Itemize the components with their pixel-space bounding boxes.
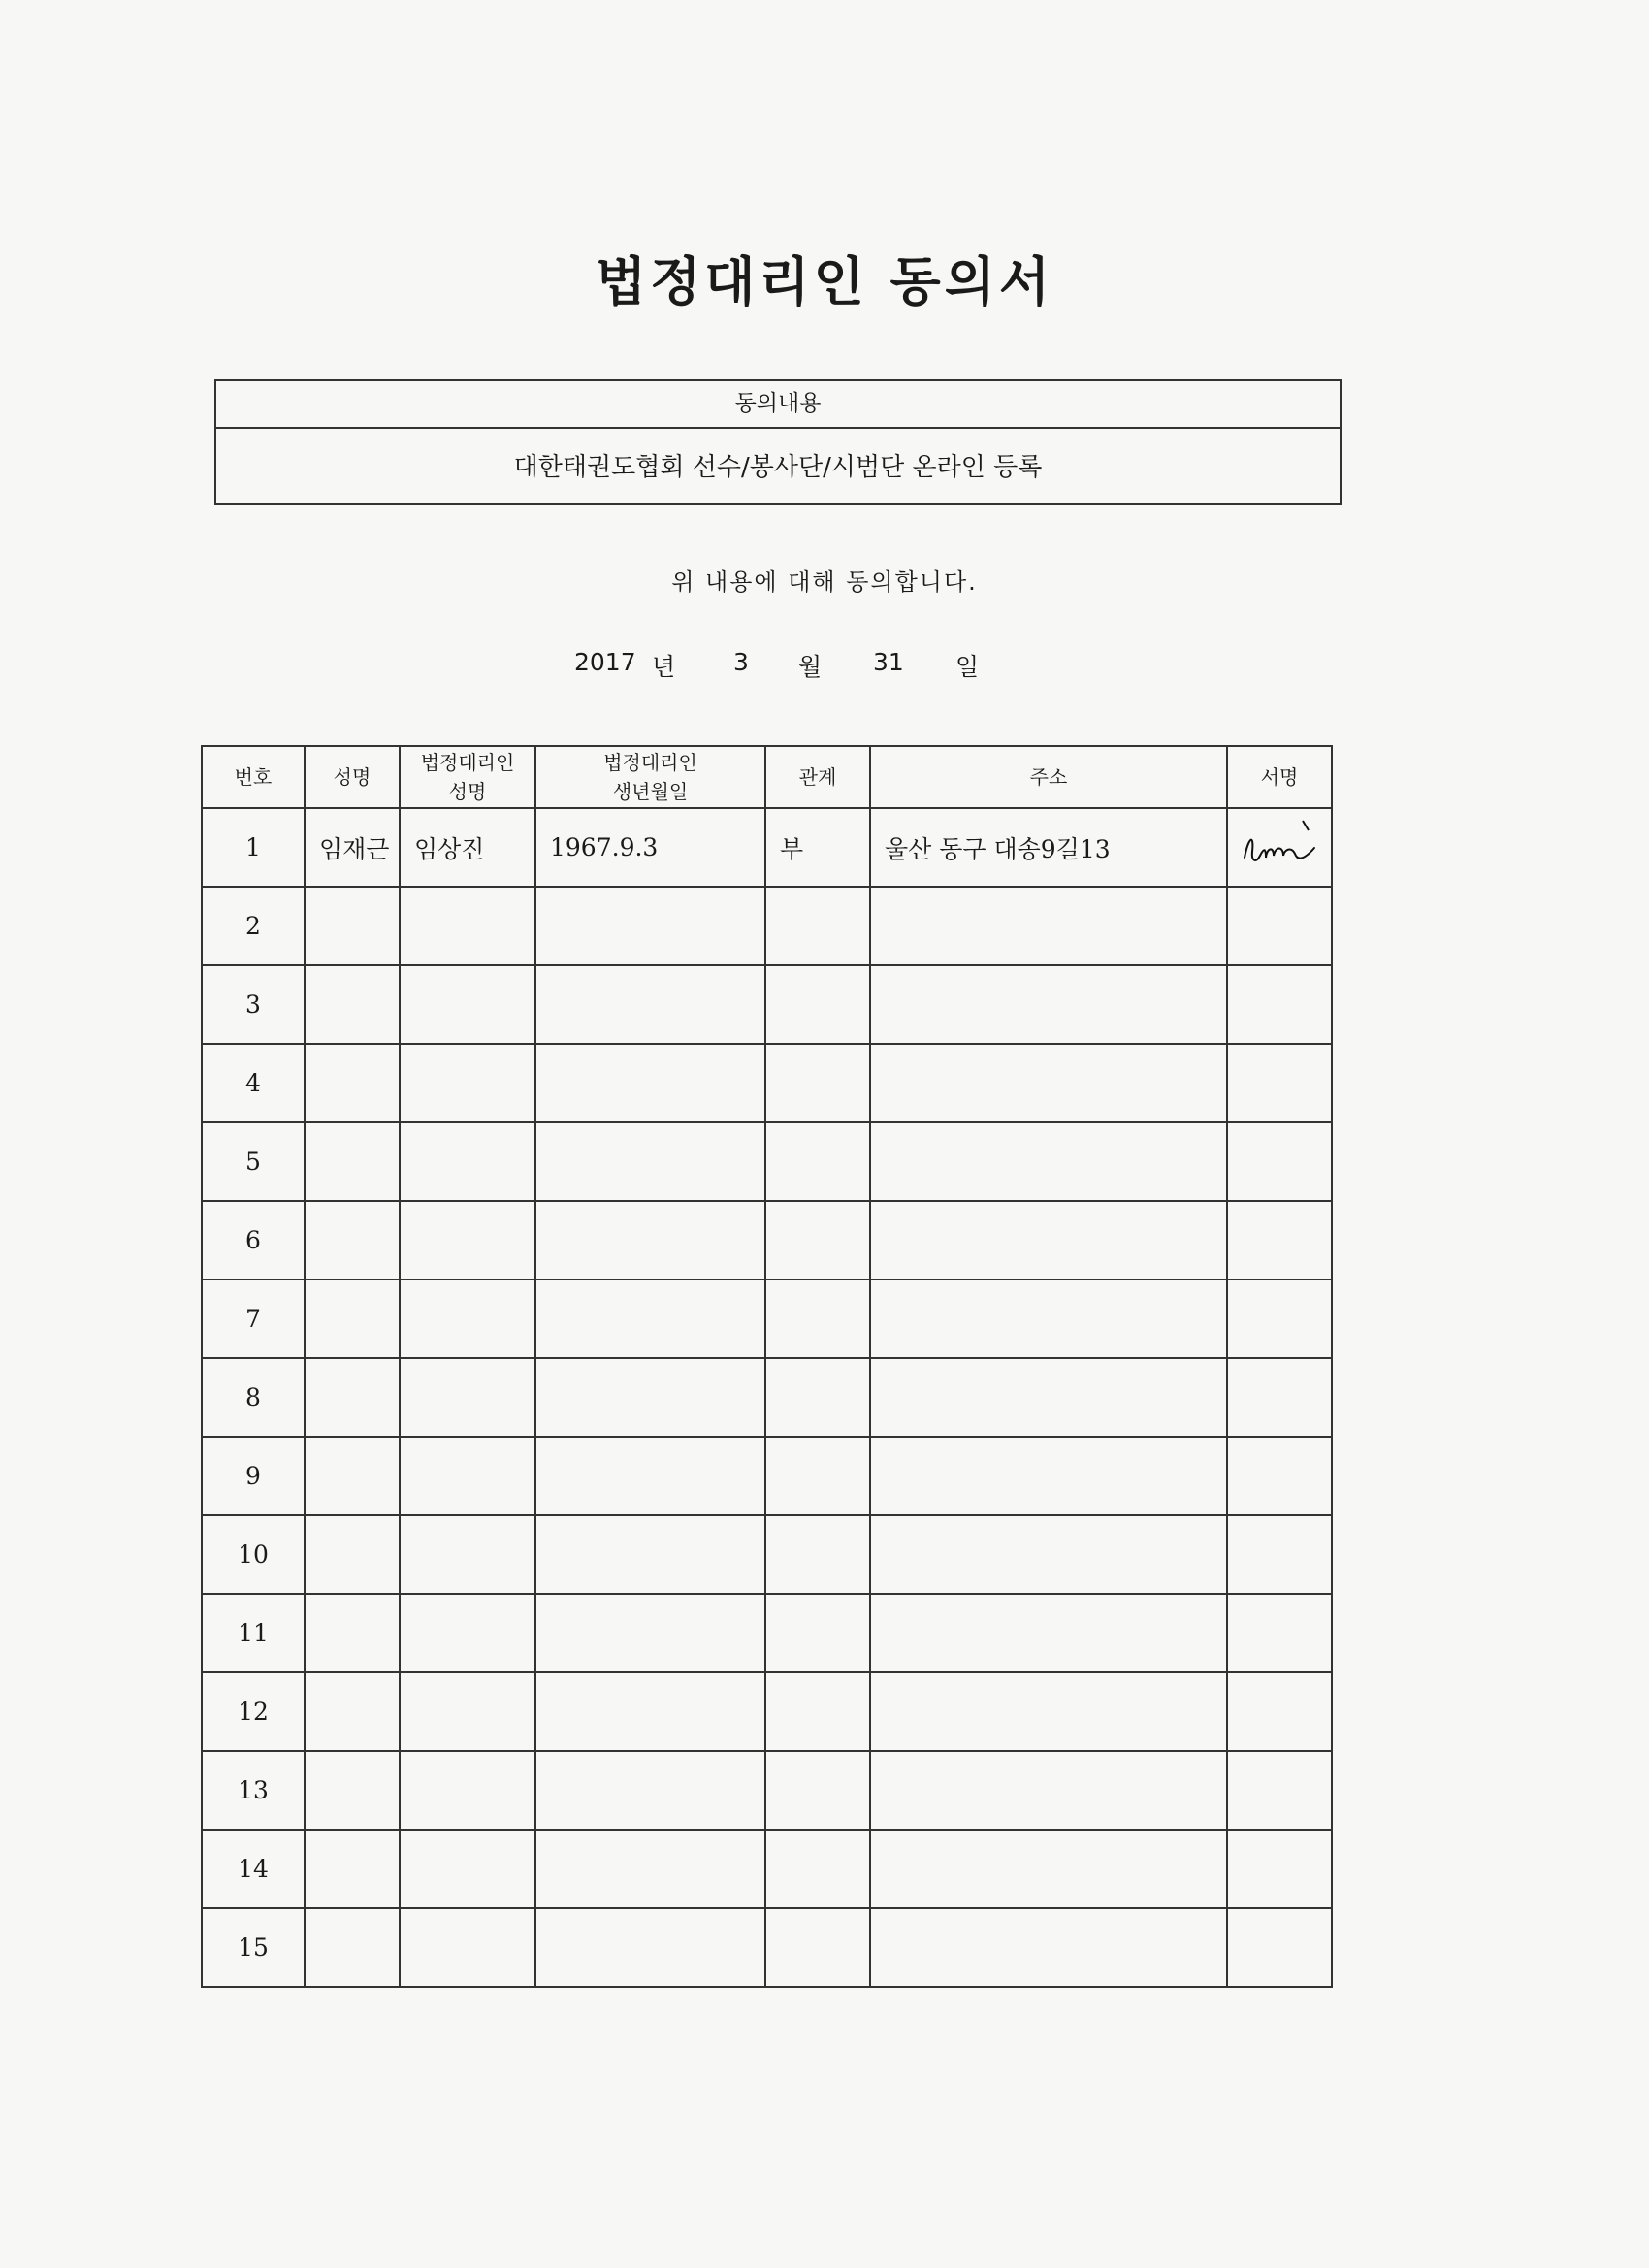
header-name: 성명 (305, 746, 400, 808)
guardian-birthdate (535, 1908, 765, 1987)
document-title: 법정대리인 동의서 (595, 250, 1054, 312)
date-day-unit: 일 (955, 653, 980, 681)
table-row (202, 1280, 1332, 1358)
participant-name (305, 1830, 400, 1908)
guardian-name (400, 1201, 535, 1280)
guardian-consent-table (201, 745, 1333, 1988)
guardian-name (400, 1830, 535, 1908)
relation (765, 1437, 870, 1515)
table-row (202, 1594, 1332, 1672)
table-row (202, 1751, 1332, 1830)
guardian-birthdate (535, 1044, 765, 1122)
row-number: 10 (202, 1515, 305, 1594)
guardian-name (400, 1122, 535, 1201)
guardian-name (400, 1437, 535, 1515)
relation (765, 1830, 870, 1908)
signature-cell (1227, 1751, 1332, 1830)
row-number: 15 (202, 1908, 305, 1987)
signature-cell (1227, 1201, 1332, 1280)
address (870, 1515, 1227, 1594)
address (870, 1437, 1227, 1515)
relation (765, 1751, 870, 1830)
date-day: 31 (873, 648, 904, 676)
guardian-birthdate (535, 1358, 765, 1437)
relation (765, 1358, 870, 1437)
relation (765, 1594, 870, 1672)
relation (765, 965, 870, 1044)
address (870, 887, 1227, 965)
address (870, 1672, 1227, 1751)
row-number: 13 (202, 1751, 305, 1830)
guardian-birthdate (535, 1751, 765, 1830)
header-signature: 서명 (1227, 746, 1332, 808)
guardian-birthdate (535, 1280, 765, 1358)
signature-cell (1227, 1594, 1332, 1672)
signature-cell (1227, 965, 1332, 1044)
guardian-birthdate (535, 1122, 765, 1201)
date-line (0, 648, 1649, 687)
agreement-statement: 위 내용에 대해 동의합니다. (671, 568, 978, 596)
address (870, 965, 1227, 1044)
guardian-name (400, 1044, 535, 1122)
signature-cell (1227, 808, 1332, 887)
row-number: 11 (202, 1594, 305, 1672)
header-guardian-name: 법정대리인 성명 (400, 746, 535, 808)
header-address: 주소 (870, 746, 1227, 808)
consent-header: 동의내용 (216, 381, 1340, 429)
address (870, 1122, 1227, 1201)
guardian-name (400, 965, 535, 1044)
address (870, 1594, 1227, 1672)
address (870, 1358, 1227, 1437)
address: 울산 동구 대송9길13 (870, 808, 1227, 887)
guardian-birthdate (535, 887, 765, 965)
address (870, 1201, 1227, 1280)
guardian-name (400, 1594, 535, 1672)
table-row (202, 1437, 1332, 1515)
table-row (202, 1908, 1332, 1987)
signature-cell (1227, 1672, 1332, 1751)
address (870, 1908, 1227, 1987)
address (870, 1830, 1227, 1908)
signature-cell (1227, 1830, 1332, 1908)
guardian-name (400, 1358, 535, 1437)
participant-name (305, 1908, 400, 1987)
address (870, 1280, 1227, 1358)
participant-name (305, 1515, 400, 1594)
guardian-birthdate (535, 965, 765, 1044)
date-year: 2017 (574, 648, 636, 676)
date-year-unit: 년 (652, 653, 676, 681)
participant-name (305, 1044, 400, 1122)
participant-name (305, 965, 400, 1044)
guardian-birthdate (535, 1672, 765, 1751)
row-number: 5 (202, 1122, 305, 1201)
guardian-birthdate (535, 1515, 765, 1594)
signature-cell (1227, 1280, 1332, 1358)
handwritten-signature-icon (1235, 819, 1324, 877)
table-row (202, 1830, 1332, 1908)
date-month: 3 (733, 648, 749, 676)
table-row (202, 1515, 1332, 1594)
relation (765, 1280, 870, 1358)
participant-name (305, 1751, 400, 1830)
participant-name (305, 1280, 400, 1358)
row-number: 9 (202, 1437, 305, 1515)
table-row (202, 1122, 1332, 1201)
signature-cell (1227, 887, 1332, 965)
header-number: 번호 (202, 746, 305, 808)
guardian-birthdate (535, 1201, 765, 1280)
address (870, 1044, 1227, 1122)
row-number: 4 (202, 1044, 305, 1122)
row-number: 7 (202, 1280, 305, 1358)
header-relation: 관계 (765, 746, 870, 808)
table-row (202, 1201, 1332, 1280)
guardian-name: 임상진 (400, 808, 535, 887)
guardian-name (400, 1280, 535, 1358)
guardian-name (400, 1751, 535, 1830)
consent-content: 대한태권도협회 선수/봉사단/시범단 온라인 등록 (513, 453, 1043, 482)
table-row (202, 1672, 1332, 1751)
guardian-birthdate (535, 1437, 765, 1515)
signature-cell (1227, 1515, 1332, 1594)
table-row (202, 1044, 1332, 1122)
guardian-birthdate (535, 1830, 765, 1908)
table-row (202, 1358, 1332, 1437)
signature-cell (1227, 1358, 1332, 1437)
row-number: 14 (202, 1830, 305, 1908)
guardian-birthdate (535, 1594, 765, 1672)
relation (765, 887, 870, 965)
guardian-name (400, 887, 535, 965)
address (870, 1751, 1227, 1830)
row-number: 3 (202, 965, 305, 1044)
relation (765, 1515, 870, 1594)
participant-name: 임재근 (305, 808, 400, 887)
relation (765, 1908, 870, 1987)
guardian-name (400, 1515, 535, 1594)
participant-name (305, 1437, 400, 1515)
table-row (202, 965, 1332, 1044)
date-month-unit: 월 (798, 653, 823, 681)
relation (765, 1672, 870, 1751)
relation (765, 1122, 870, 1201)
signature-cell (1227, 1044, 1332, 1122)
participant-name (305, 1358, 400, 1437)
participant-name (305, 1201, 400, 1280)
guardian-name (400, 1672, 535, 1751)
table-row (202, 808, 1332, 887)
relation: 부 (765, 808, 870, 887)
table-header-row (202, 746, 1332, 808)
participant-name (305, 1672, 400, 1751)
consent-box (214, 379, 1342, 505)
guardian-name (400, 1908, 535, 1987)
participant-name (305, 1594, 400, 1672)
row-number: 1 (202, 808, 305, 887)
participant-name (305, 1122, 400, 1201)
signature-cell (1227, 1908, 1332, 1987)
row-number: 2 (202, 887, 305, 965)
relation (765, 1201, 870, 1280)
table-row (202, 887, 1332, 965)
row-number: 8 (202, 1358, 305, 1437)
signature-cell (1227, 1122, 1332, 1201)
signature-cell (1227, 1437, 1332, 1515)
guardian-birthdate: 1967.9.3 (535, 808, 765, 887)
participant-name (305, 887, 400, 965)
row-number: 12 (202, 1672, 305, 1751)
row-number: 6 (202, 1201, 305, 1280)
header-guardian-birthdate: 법정대리인 생년월일 (535, 746, 765, 808)
relation (765, 1044, 870, 1122)
